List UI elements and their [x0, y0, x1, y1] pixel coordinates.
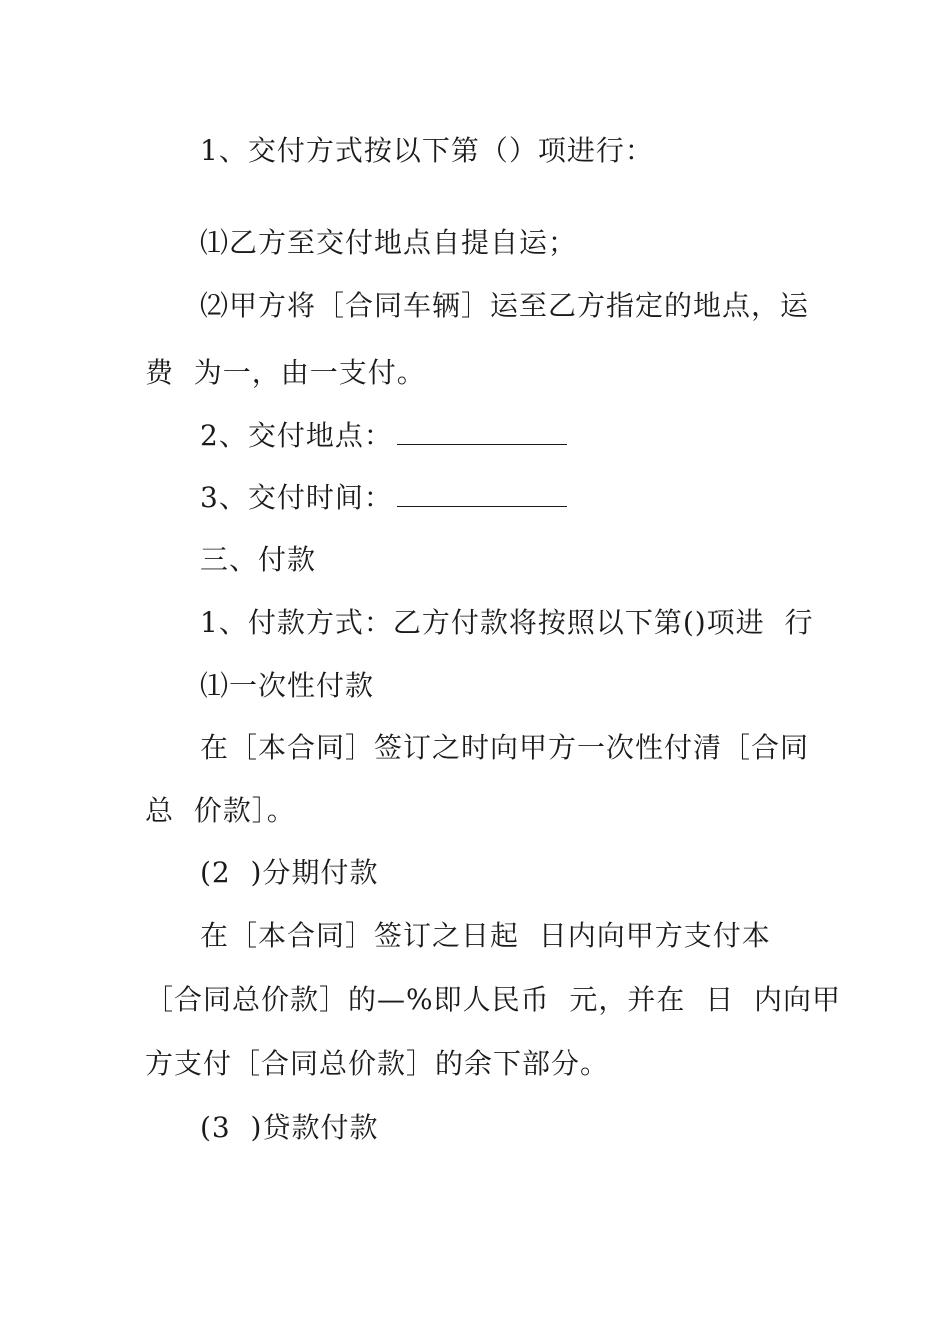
delivery-location-field — [200, 418, 567, 454]
section-heading-payment: 三、付款 — [200, 543, 317, 576]
payment-option-1-title: ⑴一次性付款 — [200, 669, 375, 702]
delivery-option-2-continued: 费 为一，由一支付。 — [145, 356, 426, 389]
delivery-option-2: ⑵甲方将［合同车辆］运至乙方指定的地点，运 — [200, 289, 810, 322]
payment-option-2-text: 在［本合同］签订之日起 日内向甲方支付本 — [200, 919, 771, 952]
payment-method-clause: 1、付款方式：乙方付款将按照以下第()项进 行 — [200, 606, 814, 639]
delivery-time-label: 3、交付时间： — [200, 481, 393, 514]
payment-option-1-text-continued: 总 价款］。 — [145, 794, 296, 827]
delivery-location-label: 2、交付地点： — [200, 419, 393, 452]
payment-option-2-title: (2 )分期付款 — [200, 856, 379, 889]
payment-option-3-title: (3 )贷款付款 — [200, 1111, 379, 1144]
delivery-time-field — [200, 480, 567, 516]
payment-option-2-text-line-2: ［合同总价款］的—%即人民币 元，并在 日 内向甲 — [145, 983, 842, 1016]
delivery-location-blank — [397, 418, 567, 445]
delivery-time-blank — [397, 480, 567, 507]
delivery-method-clause: 1、交付方式按以下第（）项进行： — [200, 134, 654, 167]
payment-option-2-text-line-3: 方支付［合同总价款］的余下部分。 — [145, 1047, 610, 1080]
payment-option-1-text: 在［本合同］签订之时向甲方一次性付清［合同 — [200, 731, 810, 764]
delivery-option-1: ⑴乙方至交付地点自提自运； — [200, 226, 578, 259]
